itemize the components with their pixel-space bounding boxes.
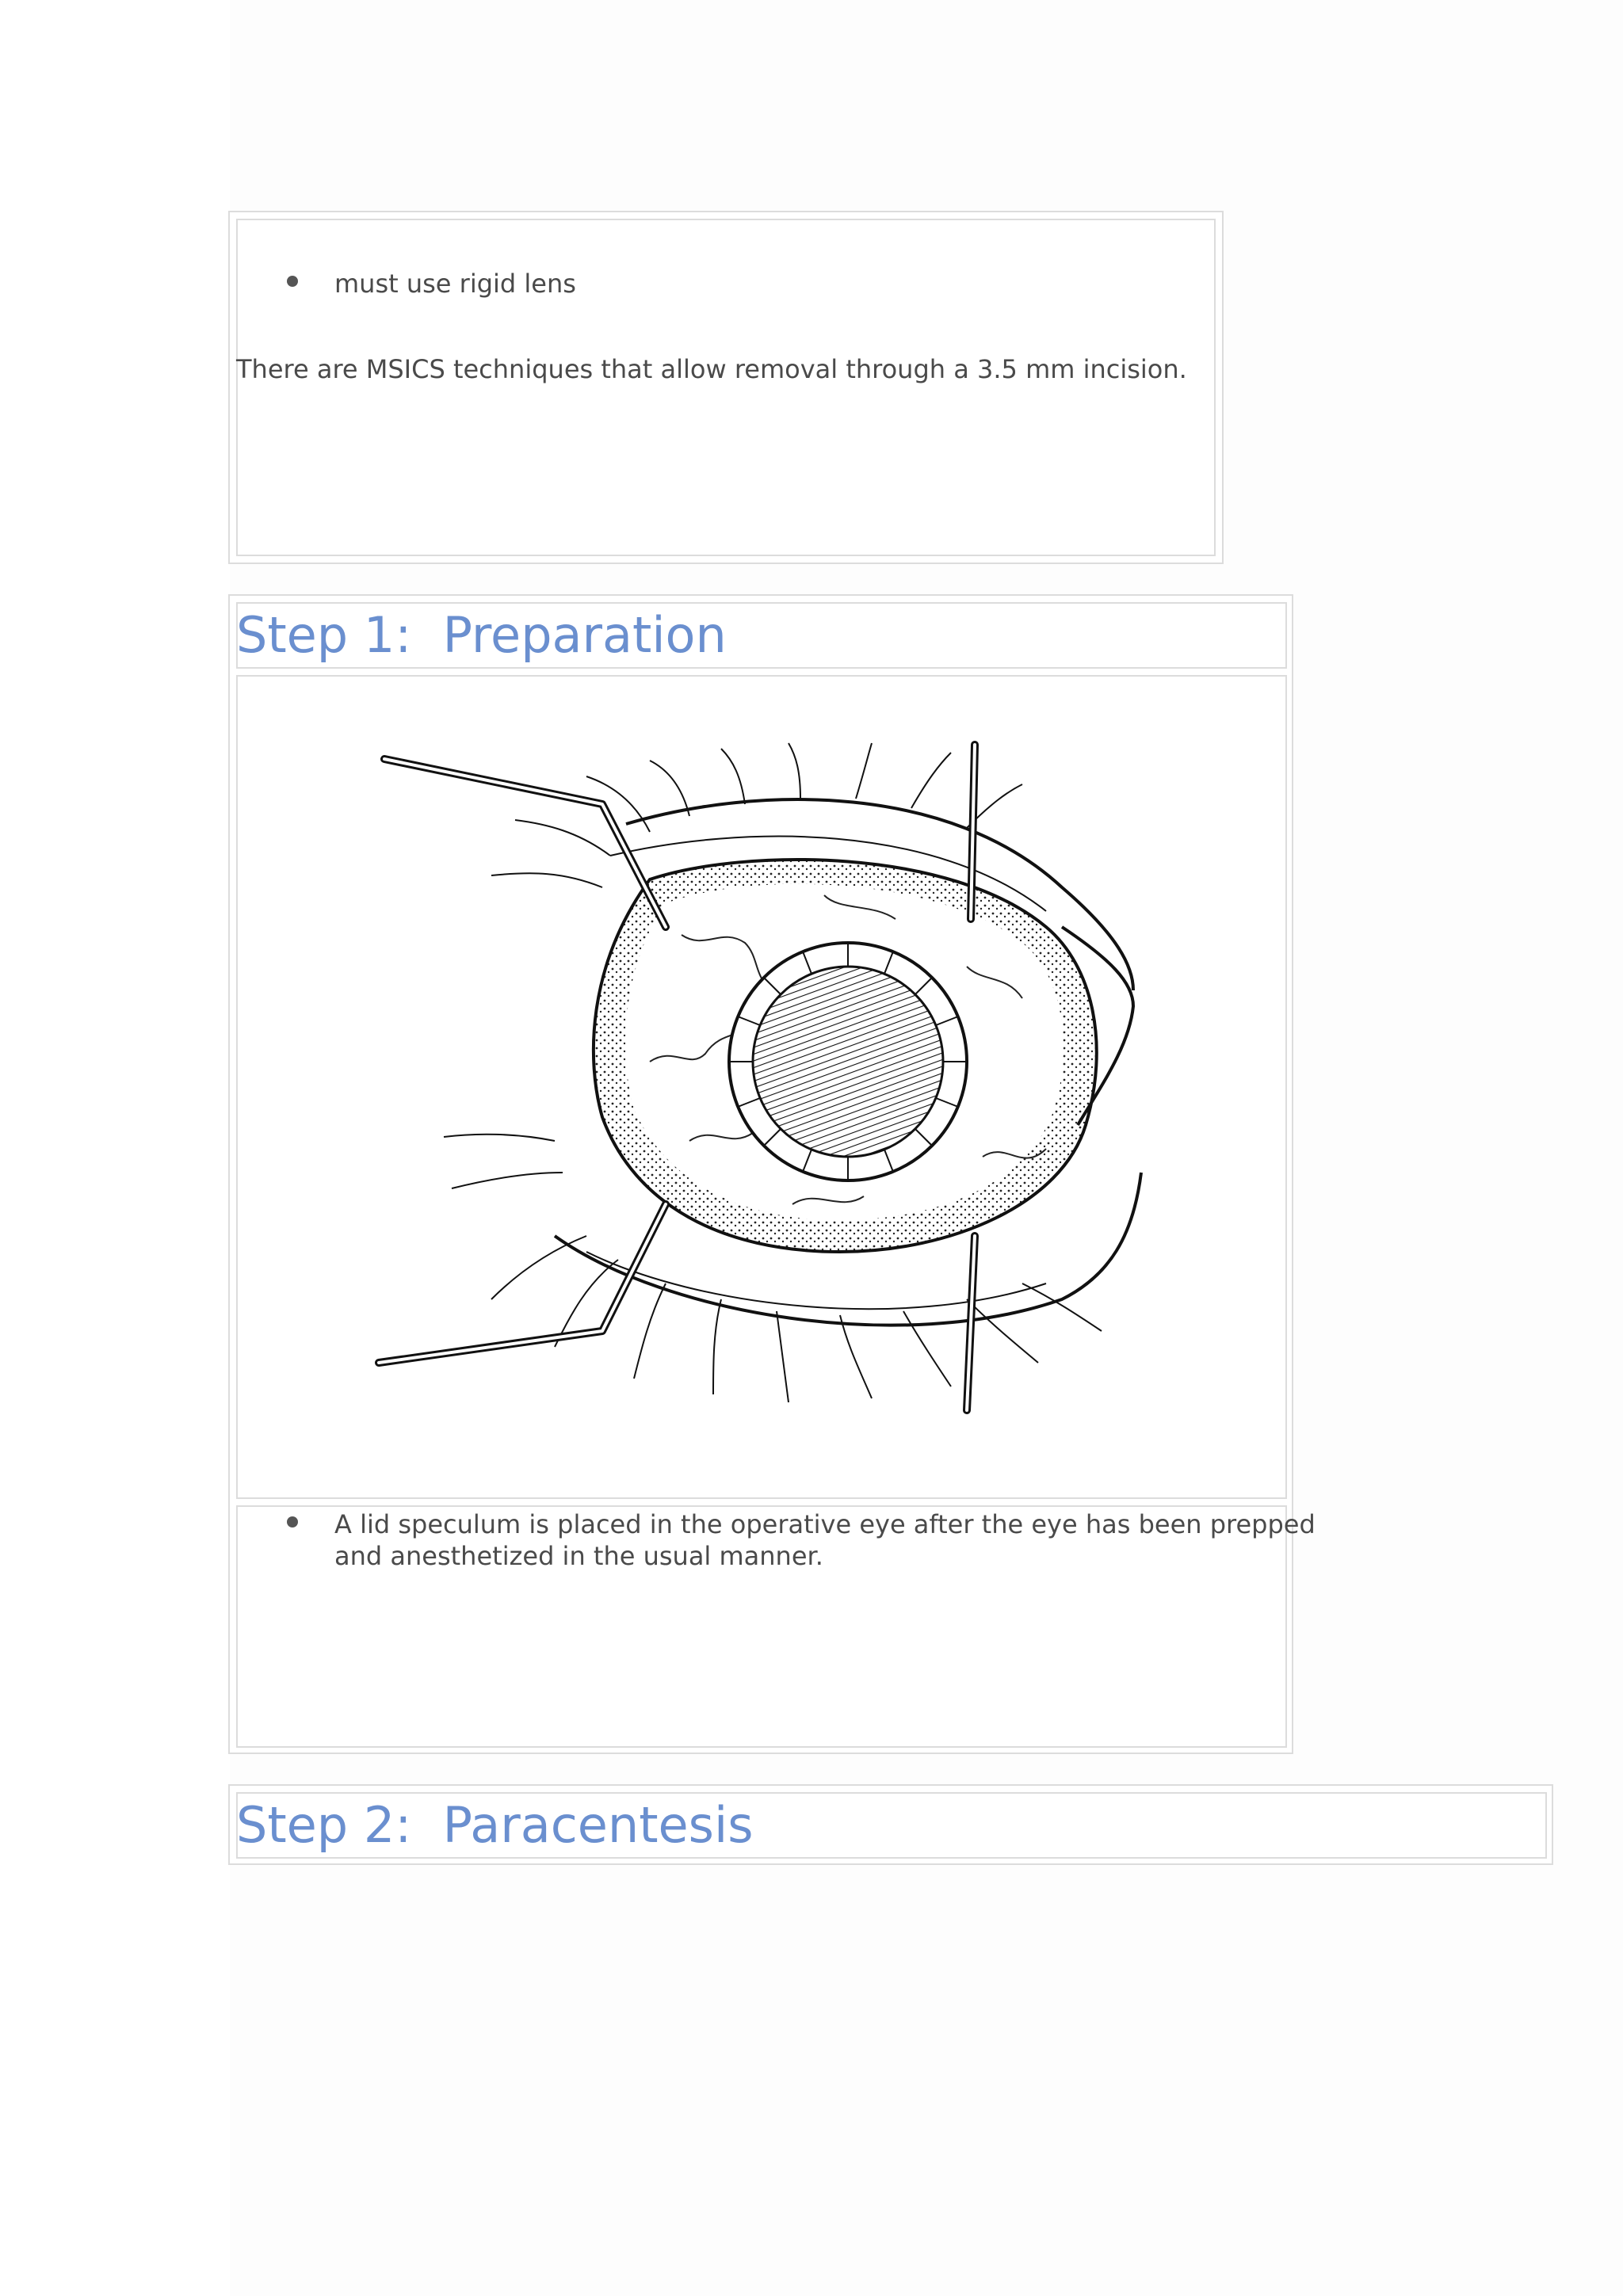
step1-bullet-list (334, 1508, 1316, 1572)
step1-heading: Step 1: Preparation (236, 606, 727, 664)
lid-speculum-eye-illustration (349, 729, 1173, 1426)
bullet-icon (287, 276, 298, 287)
iris (729, 943, 967, 1180)
list-item-text-line2: and anesthetized in the usual manner. (334, 1541, 823, 1571)
step2-heading: Step 2: Paracentesis (236, 1796, 754, 1854)
list-item (334, 1508, 1316, 1572)
intro-outer-box (228, 211, 1224, 564)
bullet-icon (287, 1516, 298, 1527)
list-item-text: must use rigid lens (334, 269, 576, 299)
intro-paragraph: There are MSICS techniques that allow removal through a 3.5 mm incision. (236, 354, 1187, 384)
intro-bullet-list (334, 268, 576, 299)
list-item-text-line1: A lid speculum is placed in the operative eye after the eye has been prepped (334, 1509, 1316, 1539)
list-item (334, 268, 576, 299)
